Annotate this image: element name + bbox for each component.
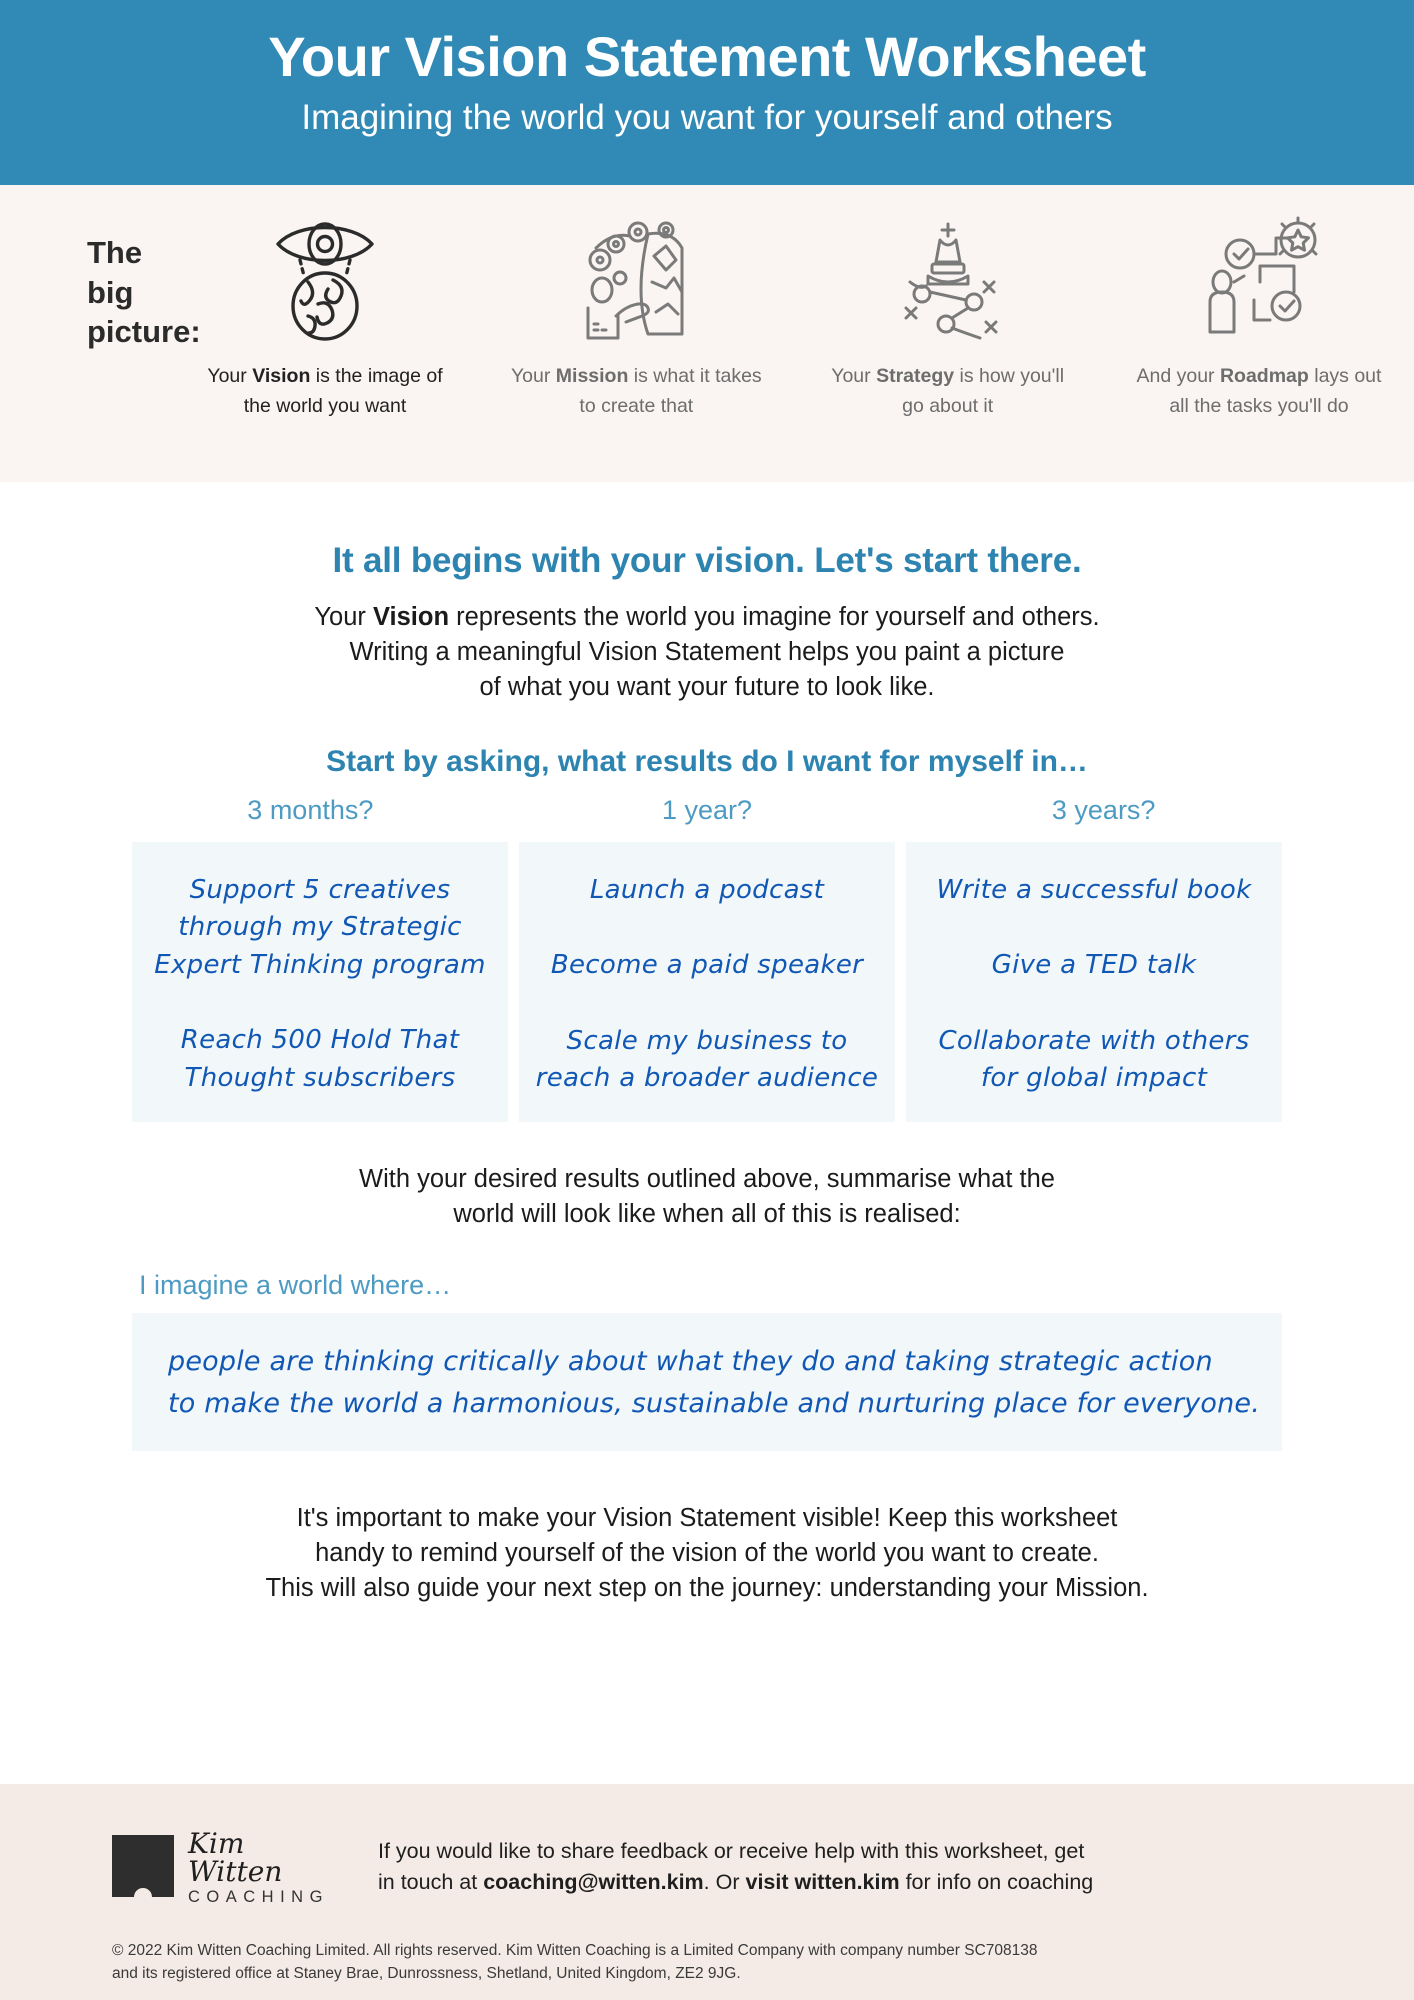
answer-text-line: through my Strategic — [178, 912, 462, 943]
main-content — [0, 541, 1414, 1606]
answer-text-line: Support 5 creatives — [189, 874, 451, 905]
square-with-arch-logo-icon — [112, 1835, 174, 1902]
caption-pre: Your — [207, 365, 253, 387]
timeframe-heading-1-year: 1 year? — [661, 794, 753, 825]
page-footer — [0, 1784, 1414, 2000]
caption-post: is how you'll go about it — [902, 365, 1065, 418]
big-picture-caption — [503, 361, 769, 421]
gears-hand-globe-icon — [576, 215, 696, 343]
closing-line: handy to remind yourself of the vision of the world you want to create. — [315, 1538, 1099, 1567]
big-picture-caption — [192, 361, 458, 421]
answer-box-3-years[interactable] — [906, 842, 1282, 1122]
logo-subtitle: COACHING — [188, 1888, 329, 1906]
closing-paragraph — [22, 1501, 1392, 1607]
answer-box-1-year[interactable] — [519, 842, 895, 1122]
intro-line: Writing a meaningful Vision Statement helps you paint a picture — [349, 637, 1065, 666]
chess-king-path-icon — [888, 215, 1008, 343]
summarise-line: With your desired results outlined above, summarise what the — [359, 1164, 1055, 1193]
caption-pre: And your — [1136, 365, 1220, 387]
footer-top-row — [112, 1824, 1302, 1907]
answer-text-line: Reach 500 Hold That — [180, 1025, 460, 1056]
roadmap-checklist-star-icon — [1194, 215, 1324, 343]
caption-keyword: Roadmap — [1219, 365, 1309, 387]
answer-boxes — [22, 842, 1392, 1122]
big-picture-caption — [1126, 361, 1392, 421]
caption-keyword: Strategy — [876, 365, 955, 387]
big-picture-item-mission — [503, 215, 769, 421]
summarise-paragraph — [22, 1162, 1392, 1232]
big-picture-caption — [815, 361, 1081, 421]
timeframe-heading-3-months: 3 months? — [247, 794, 374, 825]
caption-pre: Your — [510, 365, 556, 387]
answer-text-line: Collaborate with others — [938, 1025, 1250, 1056]
big-picture-columns — [192, 215, 1392, 421]
answer-entry — [146, 872, 494, 984]
timeframe-heading-3-years: 3 years? — [1051, 794, 1156, 825]
caption-post: is the image of the world you want — [243, 365, 443, 418]
timeframe-headings — [22, 795, 1392, 826]
caption-keyword: Mission — [555, 365, 629, 387]
answer-entry — [533, 1023, 881, 1098]
footer-contact-line: If you would like to share feedback or receive help with this worksheet, get — [378, 1839, 1085, 1863]
answer-box-3-months[interactable] — [132, 842, 508, 1122]
answer-entry — [533, 872, 881, 909]
footer-contact-text — [340, 1824, 1302, 1897]
vision-statement-line: to make the world a harmonious, sustainable and nurturing place for everyone. — [168, 1387, 1261, 1419]
summarise-line: world will look like when all of this is realised: — [453, 1199, 961, 1228]
vision-statement-line: people are thinking critically about what they do and taking strategic action — [168, 1345, 1213, 1377]
footer-contact-line: in touch at coaching@witten.kim. Or visit witten.kim for info on coaching — [378, 1869, 1094, 1894]
big-picture-item-vision — [192, 215, 458, 421]
answer-text-line: Scale my business to — [566, 1025, 848, 1056]
answer-text-line: Thought subscribers — [184, 1062, 456, 1093]
answer-entry — [920, 1023, 1268, 1098]
legal-line: and its registered office at Staney Brae, Dunrossness, Shetland, United Kingdom, ZE2 9JG. — [112, 1965, 741, 1983]
page-header — [0, 0, 1414, 185]
vision-statement-box[interactable] — [132, 1313, 1282, 1451]
answer-entry — [146, 1022, 494, 1097]
answer-entry — [920, 947, 1268, 984]
caption-keyword: Vision — [252, 365, 311, 387]
answer-text-line: Become a paid speaker — [550, 950, 864, 981]
page-title: Your Vision Statement Worksheet — [268, 25, 1146, 88]
intro-paragraph — [22, 600, 1392, 705]
legal-line: © 2022 Kim Witten Coaching Limited. All rights reserved. Kim Witten Coaching is a Limited Company with company number SC708138 — [112, 1942, 1038, 1959]
answer-text-line: Expert Thinking program — [154, 949, 486, 980]
answer-text-line: for global impact — [980, 1063, 1208, 1094]
caption-pre: Your — [831, 365, 877, 387]
intro-line: Your Vision represents the world you imagine for yourself and others. — [314, 603, 1100, 631]
brand-logo — [112, 1824, 340, 1907]
closing-line: This will also guide your next step on the journey: understanding your Mission. — [265, 1573, 1149, 1602]
page-subtitle: Imagining the world you want for yourself and others — [301, 97, 1113, 137]
caption-post: is what it takes to create that — [579, 365, 762, 418]
imagine-a-world-label: I imagine a world where… — [139, 1269, 452, 1300]
headline-start-asking: Start by asking, what results do I want for myself in… — [326, 744, 1088, 778]
answer-entry — [533, 947, 881, 984]
answer-text-line: Give a TED talk — [991, 950, 1197, 981]
big-picture-item-roadmap — [1126, 215, 1392, 421]
answer-text-line: reach a broader audience — [535, 1063, 879, 1094]
answer-text-line: Launch a podcast — [589, 874, 825, 905]
headline-vision: It all begins with your vision. Let's start there. — [332, 541, 1082, 580]
answer-entry — [920, 872, 1268, 909]
logo-name: Kim Witten — [188, 1827, 283, 1888]
intro-line: of what you want your future to look like. — [479, 672, 935, 701]
answer-text-line: Write a successful book — [936, 874, 1252, 905]
caption-post: lays out all the tasks you'll do — [1169, 365, 1382, 418]
logo-wordmark — [188, 1827, 340, 1907]
big-picture-label: The big picture: — [87, 235, 201, 350]
footer-legal-text — [112, 1939, 1302, 1986]
big-picture-section — [0, 185, 1414, 482]
big-picture-item-strategy — [815, 215, 1081, 421]
eye-over-globe-icon — [270, 215, 380, 343]
closing-line: It's important to make your Vision Statement visible! Keep this worksheet — [296, 1503, 1118, 1532]
